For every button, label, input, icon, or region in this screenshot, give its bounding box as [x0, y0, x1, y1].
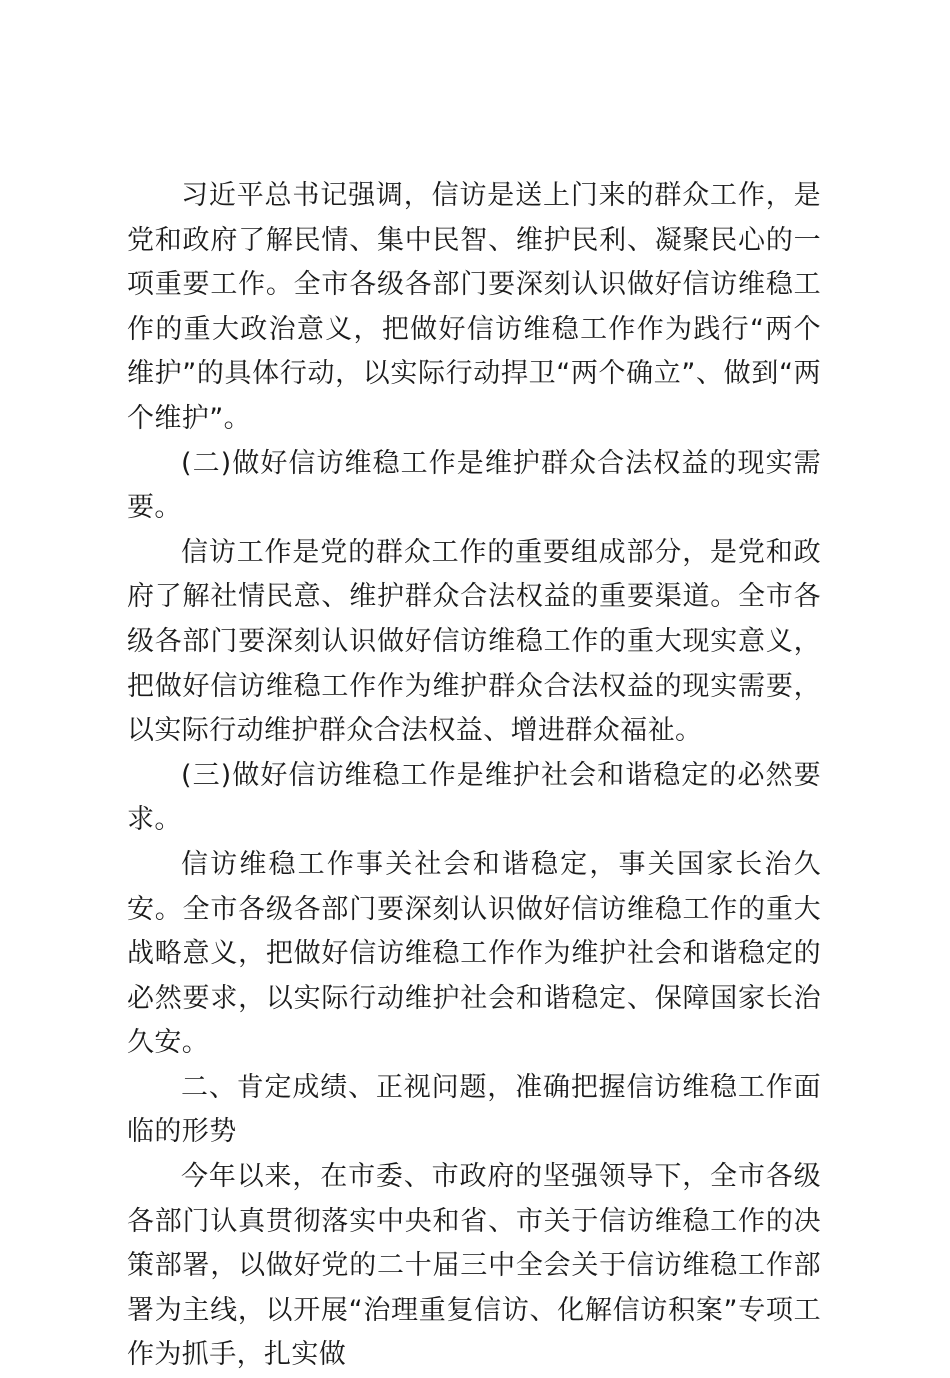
paragraph-social-stability: 信访维稳工作事关社会和谐稳定，事关国家长治久安。全市各级各部门要深刻认识做好信访维稳工作的重大战略意义，把做好信访维稳工作作为维护社会和谐稳定的必然要求，以实际行动维护社会和谐稳定、保障国家长治久安。: [127, 848, 821, 1059]
paragraph-petition-work: 信访工作是党的群众工作的重要组成部分，是党和政府了解社情民意、维护群众合法权益的重要渠道。全市各级各部门要深刻认识做好信访维稳工作的重大现实意义，把做好信访维稳工作作为维护群众合法权益的现实需要，以实际行动维护群众合法权益、增进群众福祉。: [127, 536, 821, 747]
paragraph-xi-quote: 习近平总书记强调，信访是送上门来的群众工作，是党和政府了解民情、集中民智、维护民利、凝聚民心的一项重要工作。全市各级各部门要深刻认识做好信访维稳工作的重大政治意义，把做好信访维稳工作作为践行“两个维护”的具体行动，以实际行动捍卫“两个确立”、做到“两个维护”。: [127, 180, 821, 434]
paragraph-this-year: 今年以来，在市委、市政府的坚强领导下，全市各级各部门认真贯彻落实中央和省、市关于信访维稳工作的决策部署，以做好党的二十届三中全会关于信访维稳工作部署为主线，以开展“治理重复信访、化解信访积案”专项工作为抓手，扎实做: [127, 1161, 821, 1371]
section-heading-2: 二、肯定成绩、正视问题，准确把握信访维稳工作面临的形势: [127, 1071, 821, 1148]
subheading-2: (二)做好信访维稳工作是维护群众合法权益的现实需要。: [127, 447, 821, 524]
document-body: [127, 174, 821, 1378]
subheading-3: (三)做好信访维稳工作是维护社会和谐稳定的必然要求。: [127, 759, 821, 836]
